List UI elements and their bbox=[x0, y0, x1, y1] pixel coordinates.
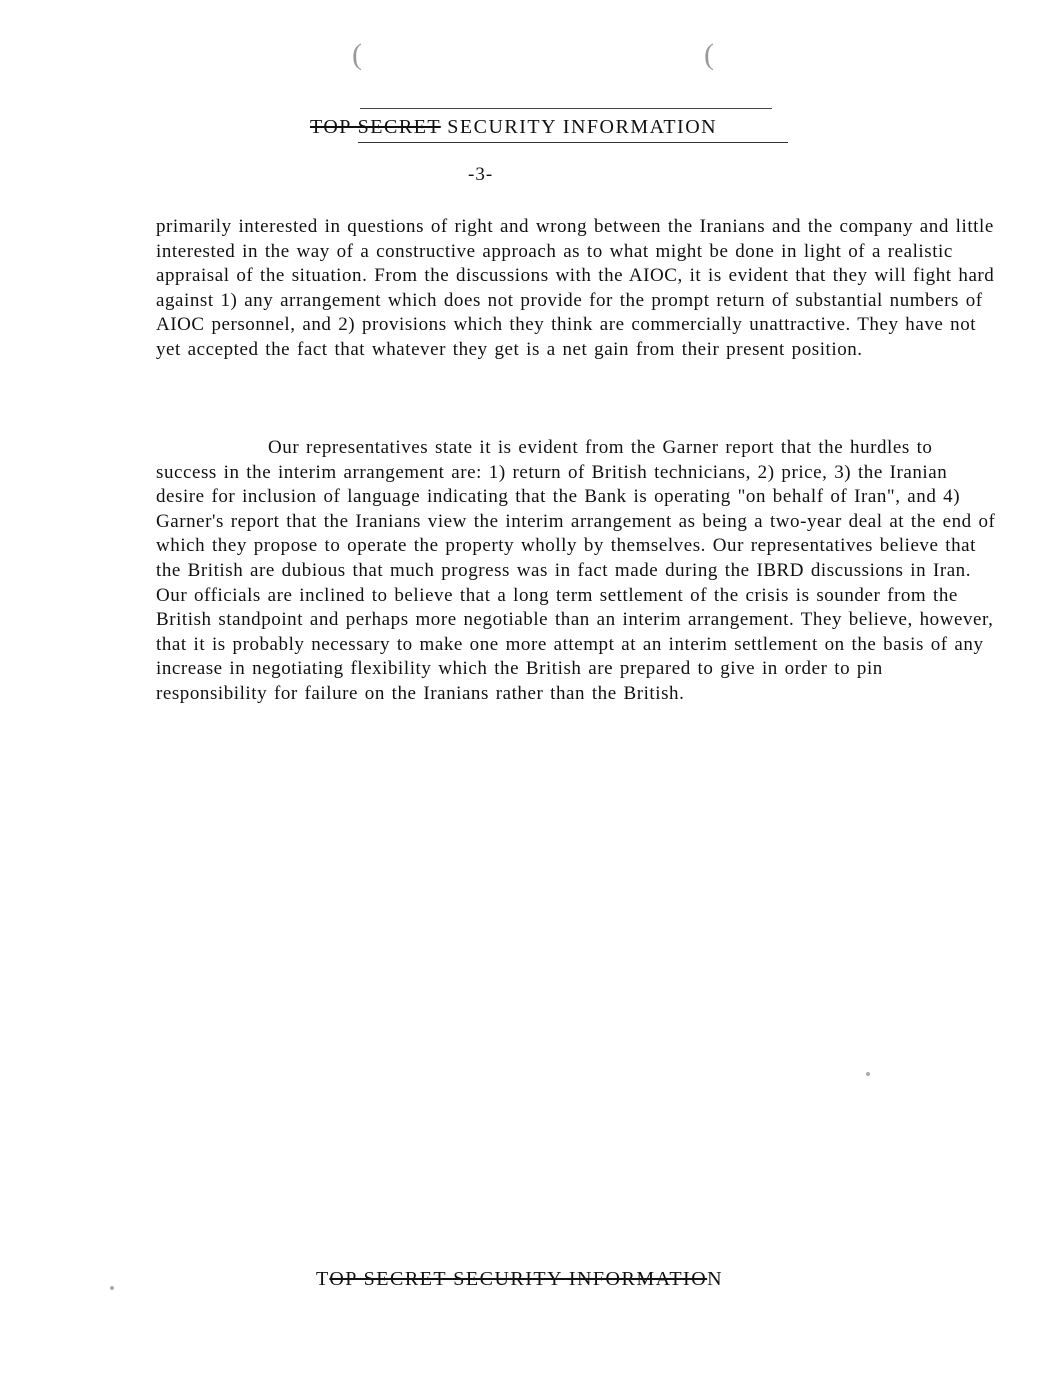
paragraph-2 bbox=[156, 436, 996, 707]
paragraph-2-text: Our representatives state it is evident from the Garner report that the hurdles to success in the interim arrangement are: 1) return of British technicians, 2) price, 3) the Iranian desire for inclusion of language indicating that the Bank is operating "on behalf of Iran", and 4) Garner's report that the Iranians view the interim arrangement as being a two-year deal at the end of which they propose to operate the property wholly by themselves. Our representatives believe that the British are dubious that much progress was in fact made during the IBRD discussions in Iran. Our officials are inclined to believe that a long term settlement of the crisis is sounder from the British standpoint and perhaps more negotiable than an interim arrangement. They believe, however, that it is probably necessary to make one more attempt at an interim settlement on the basis of any increase in negotiating flexibility which the British are prepared to give in order to pin responsibility for failure on the Iranians rather than the British. bbox=[156, 437, 996, 704]
page-number: -3- bbox=[468, 164, 494, 185]
header-classification bbox=[310, 116, 717, 139]
header-classification-rest: SECURITY INFORMATION bbox=[440, 116, 718, 138]
header-classification-struck: TOP SECRET bbox=[310, 116, 441, 138]
scan-mark-right: ( bbox=[704, 38, 714, 71]
header-overline bbox=[360, 108, 772, 109]
header-underline bbox=[358, 142, 788, 143]
paragraph-1: primarily interested in questions of right and wrong between the Iranians and the company and little interested in the way of a constructive approach as to what might be done in light of a realistic appraisal of the situation. From the discussions with the AIOC, it is evident that they will fight hard against 1) any arrangement which does not provide for the prompt return of substantial numbers of AIOC personnel, and 2) provisions which they think are commercially unattractive. They have not yet accepted the fact that whatever they get is a net gain from their present position. bbox=[156, 216, 995, 360]
scan-speck bbox=[110, 1286, 114, 1290]
scan-mark-left: ( bbox=[352, 38, 362, 71]
footer-classification bbox=[316, 1268, 723, 1291]
footer-classification-struck: OP SECRET SECURITY INFORMATIO bbox=[329, 1268, 708, 1290]
scan-speck bbox=[866, 1072, 870, 1076]
footer-classification-first: T bbox=[316, 1268, 330, 1290]
footer-classification-last: N bbox=[707, 1268, 724, 1290]
